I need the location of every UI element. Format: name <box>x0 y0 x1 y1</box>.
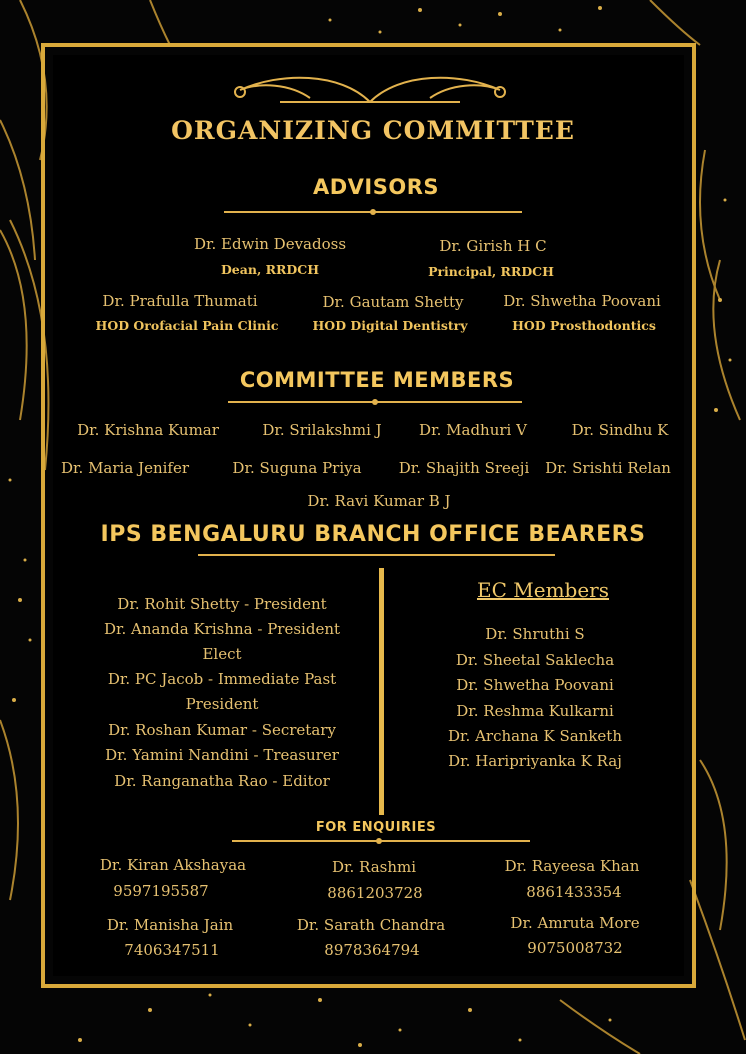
office-bearer: Dr. Rohit Shetty - President <box>117 595 327 613</box>
advisor-role: HOD Orofacial Pain Clinic <box>95 318 279 333</box>
divider <box>198 554 555 556</box>
committee-member: Dr. Shajith Sreeji <box>398 459 530 477</box>
contact-name: Dr. Kiran Akshayaa <box>99 856 247 874</box>
ornament-flourish-icon <box>220 72 520 112</box>
committee-member: Dr. Sindhu K <box>571 421 669 439</box>
office-bearer: Dr. Ranganatha Rao - Editor <box>114 772 330 790</box>
committee-member: Dr. Srilakshmi J <box>262 421 382 439</box>
contact-phone: 9597195587 <box>113 882 209 900</box>
committee-member: Dr. Madhuri V <box>419 421 527 439</box>
ec-member: Dr. Haripriyanka K Raj <box>448 752 622 770</box>
contact-phone: 7406347511 <box>124 941 220 959</box>
contact-name: Dr. Rashmi <box>331 858 417 876</box>
contact-phone: 9075008732 <box>527 939 623 957</box>
office-bearer: Dr. Roshan Kumar - Secretary <box>108 721 336 739</box>
committee-member: Dr. Suguna Priya <box>232 459 362 477</box>
contact-phone: 8861203728 <box>327 884 423 902</box>
committee-heading: COMMITTEE MEMBERS <box>239 368 515 392</box>
office-bearer: Dr. PC Jacob - Immediate Past <box>107 670 337 688</box>
ec-member: Dr. Archana K Sanketh <box>448 727 622 745</box>
ec-members-heading: EC Members <box>476 578 610 602</box>
divider-dot <box>376 838 382 844</box>
office-bearer: Elect <box>202 645 242 663</box>
advisor-role: HOD Digital Dentistry <box>312 318 468 333</box>
advisor-role: HOD Prosthodontics <box>512 318 656 333</box>
committee-member: Dr. Srishti Relan <box>545 459 671 477</box>
contact-name: Dr. Manisha Jain <box>106 916 234 934</box>
office-bearer: President <box>185 695 259 713</box>
divider-dot <box>372 399 378 405</box>
office-bearer: Dr. Ananda Krishna - President <box>103 620 341 638</box>
advisor-name: Dr. Gautam Shetty <box>322 293 464 311</box>
enquiries-heading: FOR ENQUIRIES <box>315 820 437 835</box>
page-title: ORGANIZING COMMITTEE <box>171 116 575 145</box>
advisor-name: Dr. Prafulla Thumati <box>102 292 258 310</box>
advisor-role: Dean, RRDCH <box>220 262 320 277</box>
ec-member: Dr. Shruthi S <box>485 625 585 643</box>
committee-member: Dr. Maria Jenifer <box>60 459 190 477</box>
ec-member: Dr. Reshma Kulkarni <box>456 702 614 720</box>
divider-dot <box>370 209 376 215</box>
committee-member: Dr. Krishna Kumar <box>77 421 219 439</box>
contact-name: Dr. Sarath Chandra <box>296 916 446 934</box>
advisor-name: Dr. Edwin Devadoss <box>193 235 347 253</box>
vertical-divider <box>379 568 384 815</box>
branch-heading: IPS BENGALURU BRANCH OFFICE BEARERS <box>100 522 646 547</box>
office-bearer: Dr. Yamini Nandini - Treasurer <box>105 746 339 764</box>
advisor-name: Dr. Girish H C <box>439 237 547 255</box>
advisors-heading: ADVISORS <box>312 175 440 199</box>
contact-phone: 8861433354 <box>526 883 622 901</box>
contact-name: Dr. Rayeesa Khan <box>504 857 640 875</box>
committee-member: Dr. Ravi Kumar B J <box>307 492 451 510</box>
ec-member: Dr. Shwetha Poovani <box>456 676 614 694</box>
ec-member: Dr. Sheetal Saklecha <box>455 651 615 669</box>
contact-phone: 8978364794 <box>324 941 420 959</box>
advisor-name: Dr. Shwetha Poovani <box>503 292 661 310</box>
advisor-role: Principal, RRDCH <box>428 264 554 279</box>
contact-name: Dr. Amruta More <box>510 914 640 932</box>
